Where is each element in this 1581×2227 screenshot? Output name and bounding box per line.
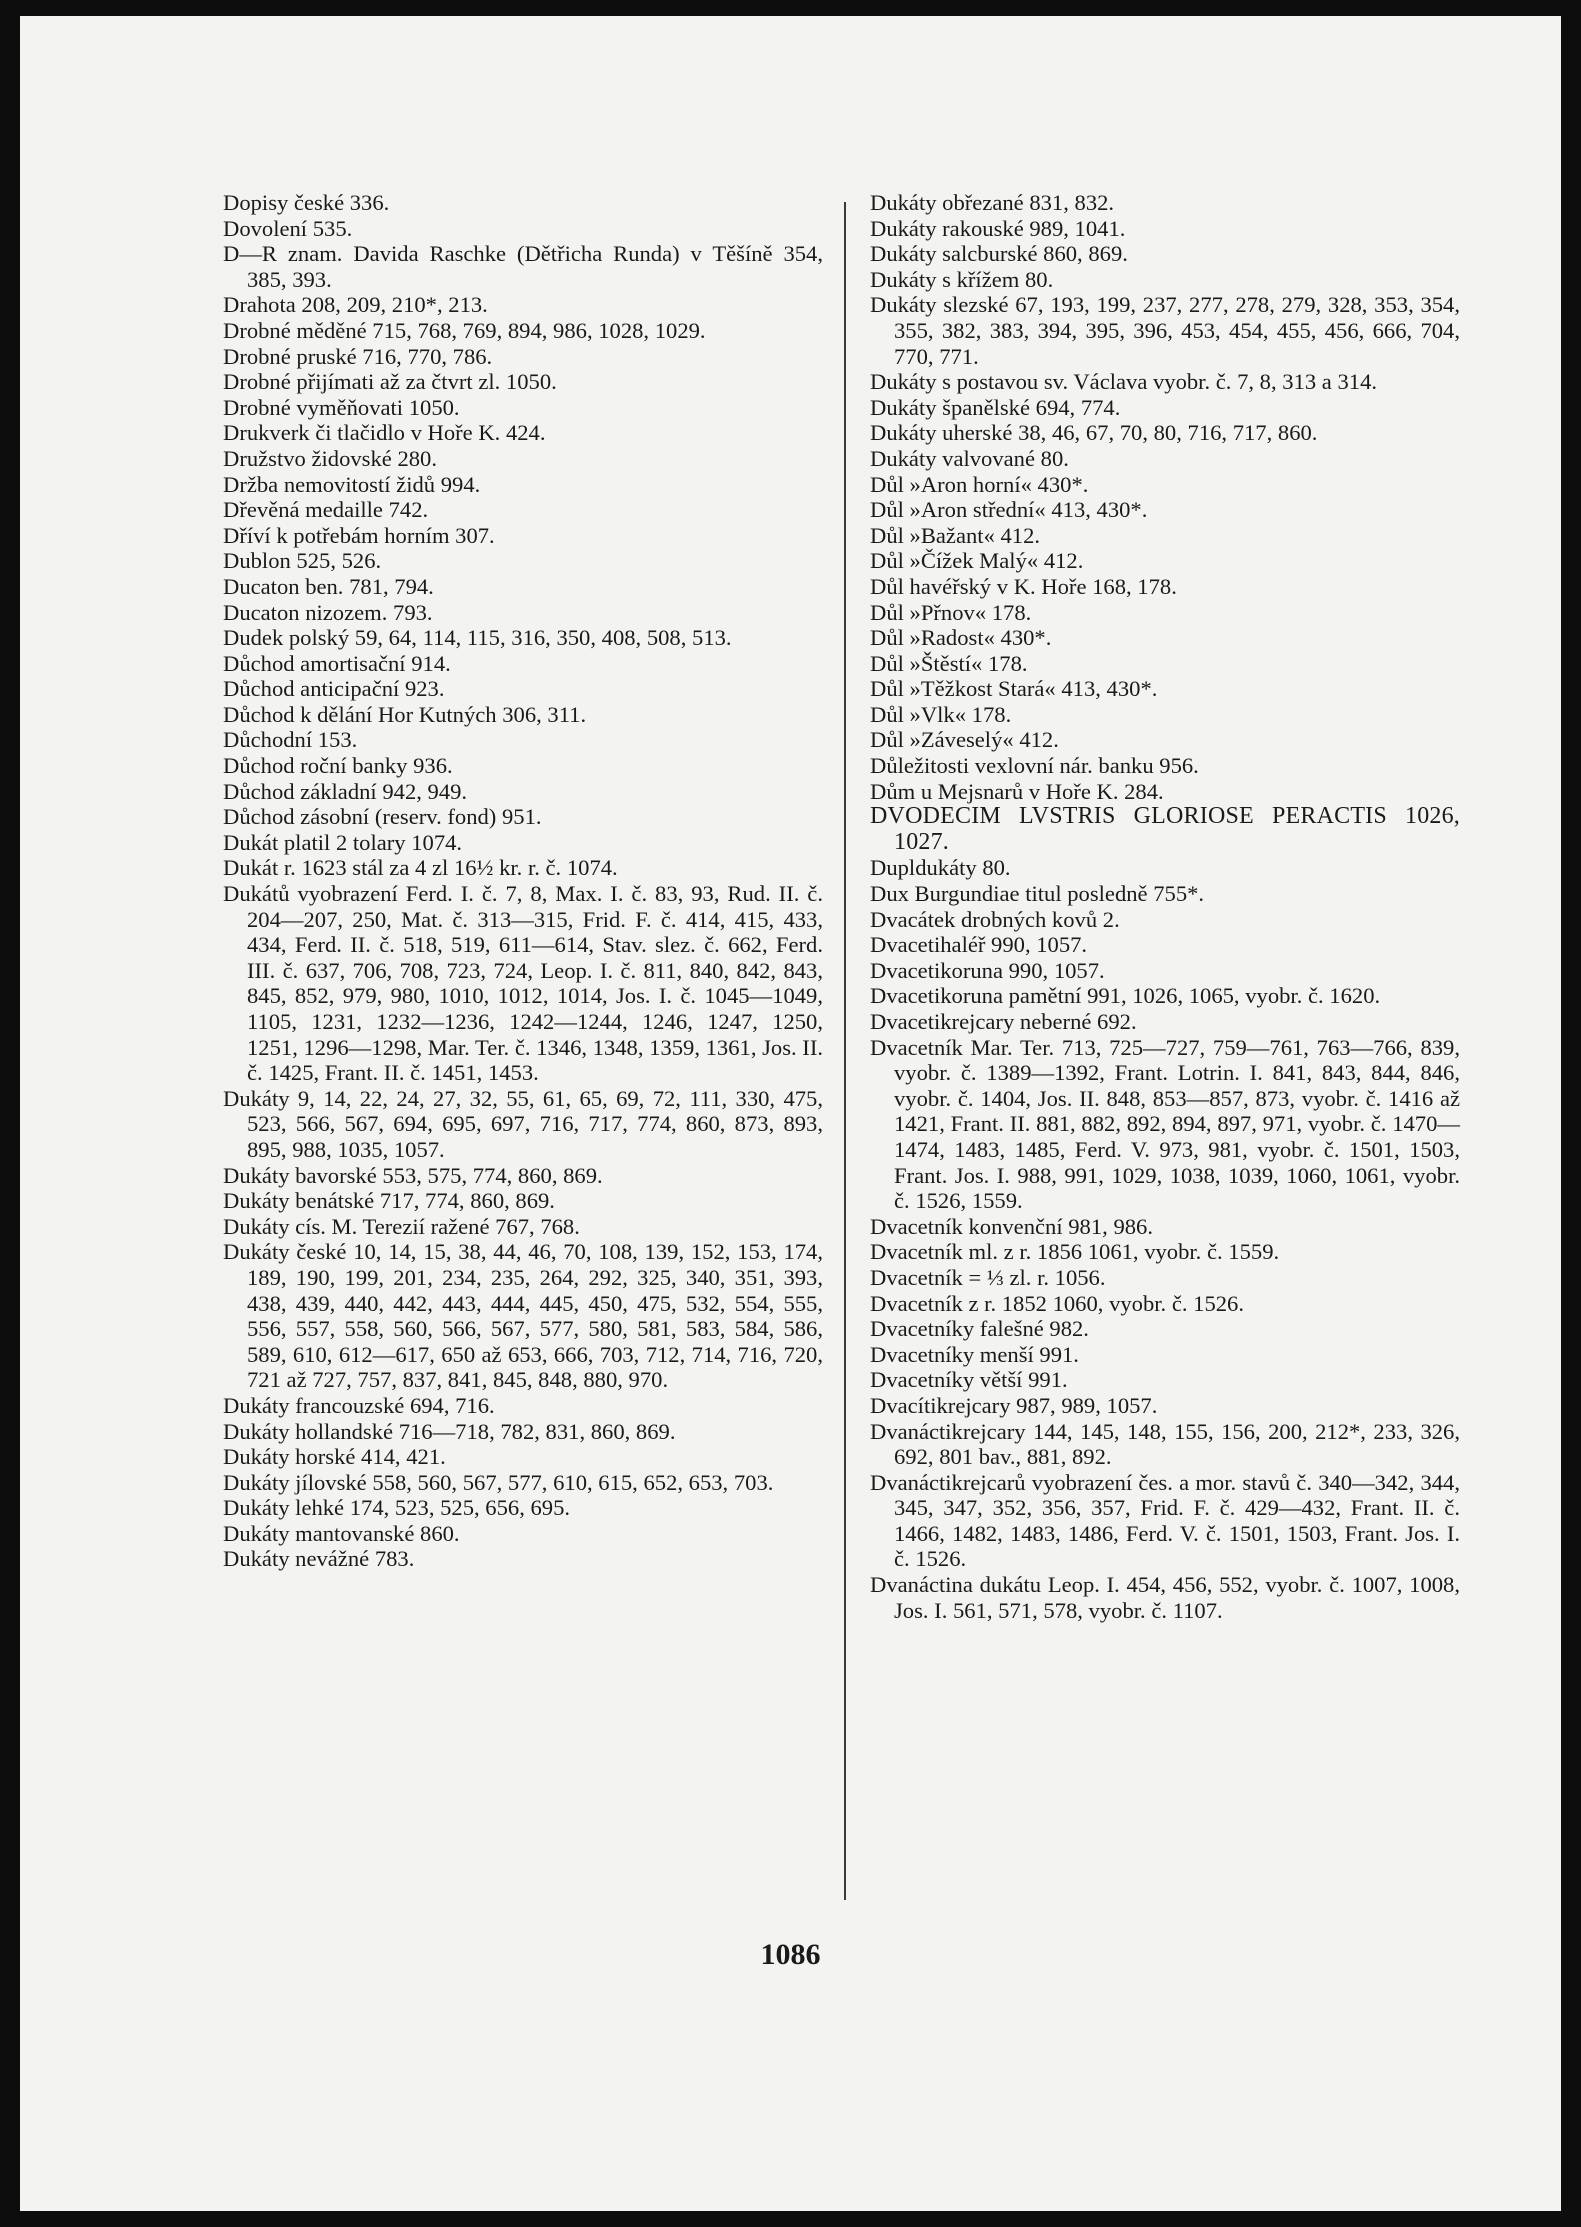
index-entry: Důl »Aron střední« 413, 430*. [870,497,1148,523]
index-entry: Dvanáctikrejcary 144, 145, 148, 155, 156, 200, 212*, 233, 326, 692, 801 bav., 881, 892. [870,1418,1460,1470]
index-entry: Dukáty španělské 694, 774. [870,394,1121,420]
index-entry: Dvacetikoruna pamětní 991, 1026, 1065, vyobr. č. 1620. [870,983,1381,1009]
index-entry: Drahota 208, 209, 210*, 213. [223,292,488,318]
index-entry: D—R znam. Davida Raschke (Dětřicha Runda) v Těšíně 354, 385, 393. [223,241,823,292]
index-entry: Dukáty slezské 67, 193, 199, 237, 277, 278, 279, 328, 353, 354, 355, 382, 383, 394, 395, 396, 453, 454, 455, 456, 666, 704, 770, 771. [870,292,1460,369]
index-entry: Dukáty mantovanské 860. [223,1520,460,1546]
index-entry: Dvacetikrejcary neberné 692. [870,1009,1137,1034]
index-entry: Důl havéřský v K. Hoře 168, 178. [870,573,1177,599]
index-entry: Dukáty rakouské 989, 1041. [870,215,1126,241]
column-divider [844,202,846,1900]
index-entry: Dům u Mejsnarů v Hoře K. 284. [870,778,1164,804]
index-entry: Dvacetník konvenční 981, 986. [870,1213,1153,1239]
index-entry: Dublon 525, 526. [223,548,382,574]
index-entry: Dukáty francouzské 694, 716. [223,1392,495,1418]
index-entry: Důl »Aron horní« 430*. [870,471,1089,497]
index-entry: Dvacetník = ⅓ zl. r. 1056. [870,1264,1106,1290]
index-entry: Důl »Radost« 430*. [870,625,1052,651]
index-entry: Dukátů vyobrazení Ferd. I. č. 7, 8, Max. I. č. 83, 93, Rud. II. č. 204—207, 250, Mat. č. 313—315, Frid. F. č. 414, 415, 433, 434, Ferd. II. č. 518, 519, 611—614, Stav. slez. č. 662, Ferd. III. č. 637, 706, 708, 723, 724, Leop. I. č. 811, 840, 842, 843, 845, 852, 979, 980, 1010, 1012, 1014, Jos. I. č. 1045—1049, 1105, 1231, 1232—1236, 1242—1244, 1246, 1247, 1250, 1251, 1296—1298, Mar. Ter. č. 1346, 1348, 1359, 1361, Jos. II. č. 1425, Frant. II. č. 1451, 1453. [223,881,823,1086]
index-entry: Dukáty obřezané 831, 832. [870,190,1115,215]
index-entry: Důchod k dělání Hor Kutných 306, 311. [223,701,587,727]
index-entry: Dukáty benátské 717, 774, 860, 869. [223,1188,555,1214]
index-entry: Důchod základní 942, 949. [223,778,468,804]
index-entry: Drobné měděné 715, 768, 769, 894, 986, 1028, 1029. [223,317,706,343]
right-index-column [870,190,1460,1623]
index-entry: DVODECIM LVSTRIS GLORIOSE PERACTIS 1026, 1027. [870,803,1460,855]
index-entry: Dvacetník z r. 1852 1060, vyobr. č. 1526. [870,1290,1244,1316]
index-entry: Důchod anticipační 923. [223,676,445,702]
index-entry: Drobné vyměňovati 1050. [223,394,460,420]
index-entry: Dukáty salcburské 860, 869. [870,241,1128,267]
index-entry: Dvacetikoruna 990, 1057. [870,957,1105,983]
index-entry: Dvacítikrejcary 987, 989, 1057. [870,1392,1158,1418]
index-entry: Dřevěná medaille 742. [223,497,429,523]
left-index-column [223,190,823,1572]
index-entry: Důchodní 153. [223,727,358,753]
index-entry: Drobné pruské 716, 770, 786. [223,343,493,369]
index-entry: Dukáty cís. M. Terezií ražené 767, 768. [223,1213,580,1239]
index-entry: Družstvo židovské 280. [223,445,437,471]
index-entry: Důchod roční banky 936. [223,753,453,779]
index-entry: Dvanáctikrejcarů vyobrazení čes. a mor. stavů č. 340—342, 344, 345, 347, 352, 356, 357, Frid. F. č. 429—432, Frant. II. č. 1466, 1482, 1483, 1486, Ferd. V. č. 1501, 1503, Frant. Jos. I. č. 1526. [870,1469,1460,1572]
index-entry: Důl »Bažant« 412. [870,522,1041,548]
index-entry: Dukáty nevážné 783. [223,1546,415,1572]
index-entry: Důl »Vlk« 178. [870,701,1012,727]
index-entry: Dříví k potřebám horním 307. [223,522,495,548]
index-entry: Dupldukáty 80. [870,855,1011,881]
index-entry: Dukáty jílovské 558, 560, 567, 577, 610, 615, 652, 653, 703. [223,1469,774,1495]
index-entry: Dukáty české 10, 14, 15, 38, 44, 46, 70, 108, 139, 152, 153, 174, 189, 190, 199, 201, 234, 235, 264, 292, 325, 340, 351, 393, 438, 439, 440, 442, 443, 444, 445, 450, 475, 532, 554, 555, 556, 557, 558, 560, 566, 567, 577, 580, 581, 583, 584, 586, 589, 610, 612—617, 650 až 653, 666, 703, 712, 714, 716, 720, 721 až 727, 757, 837, 841, 845, 848, 880, 970. [223,1239,823,1393]
index-entry: Ducaton ben. 781, 794. [223,573,434,599]
index-entry: Dukáty bavorské 553, 575, 774, 860, 869. [223,1162,603,1188]
index-entry: Důl »Těžkost Stará« 413, 430*. [870,676,1158,702]
index-entry: Dvacetník Mar. Ter. 713, 725—727, 759—761, 763—766, 839, vyobr. č. 1389—1392, Frant. Lotrin. I. 841, 843, 844, 846, vyobr. č. 1404, Jos. II. 848, 853—857, 873, vyobr. č. 1416 až 1421, Frant. II. 881, 882, 892, 894, 897, 971, vyobr. č. 1470—1474, 1483, 1485, Ferd. V. 973, 981, vyobr. č. 1501, 1503, Frant. Jos. I. 988, 991, 1029, 1038, 1039, 1060, 1061, vyobr. č. 1526, 1559. [870,1034,1460,1214]
index-entry: Důl »Záveselý« 412. [870,727,1059,753]
index-entry: Důležitosti vexlovní nár. banku 956. [870,753,1199,779]
index-entry: Dukáty horské 414, 421. [223,1444,446,1470]
index-entry: Dux Burgundiae titul posledně 755*. [870,881,1205,907]
index-entry: Dvacetníky menší 991. [870,1341,1079,1367]
index-entry: Dukáty s postavou sv. Václava vyobr. č. 7, 8, 313 a 314. [870,369,1378,395]
index-entry: Ducaton nizozem. 793. [223,599,433,625]
index-entry: Dukáty s křížem 80. [870,266,1054,292]
index-entry: Držba nemovitostí židů 994. [223,471,481,497]
index-entry: Důchod zásobní (reserv. fond) 951. [223,804,542,830]
index-entry: Dukáty 9, 14, 22, 24, 27, 32, 55, 61, 65, 69, 72, 111, 330, 475, 523, 566, 567, 694, 695, 697, 716, 717, 774, 860, 873, 893, 895, 988, 1035, 1057. [223,1085,823,1162]
index-entry: Dopisy české 336. [223,190,390,215]
index-entry: Dudek polský 59, 64, 114, 115, 316, 350, 408, 508, 513. [223,625,732,651]
index-entry: Dvacetník ml. z r. 1856 1061, vyobr. č. 1559. [870,1239,1280,1265]
index-entry: Dukát r. 1623 stál za 4 zl 16½ kr. r. č. 1074. [223,855,618,881]
index-entry: Dvacátek drobných kovů 2. [870,906,1120,932]
index-entry: Drukverk či tlačidlo v Hoře K. 424. [223,420,546,446]
index-entry: Dukát platil 2 tolary 1074. [223,829,463,855]
index-entry: Dukáty valvované 80. [870,445,1069,471]
index-entry: Důl »Přnov« 178. [870,599,1032,625]
index-entry: Dukáty hollandské 716—718, 782, 831, 860, 869. [223,1418,676,1444]
index-page [20,16,1561,2211]
index-entry: Dvacetihaléř 990, 1057. [870,932,1088,958]
index-entry: Důchod amortisační 914. [223,650,451,676]
index-entry: Dvacetníky větší 991. [870,1367,1068,1393]
index-entry: Dovolení 535. [223,215,353,241]
index-entry: Drobné přijímati až za čtvrt zl. 1050. [223,369,557,395]
index-entry: Důl »Čížek Malý« 412. [870,548,1084,574]
index-entry: Dukáty lehké 174, 523, 525, 656, 695. [223,1495,571,1521]
index-entry: Dukáty uherské 38, 46, 67, 70, 80, 716, 717, 860. [870,420,1318,446]
index-entry: Důl »Štěstí« 178. [870,650,1028,676]
page-number: 1086 [760,1938,821,1971]
index-entry: Dvanáctina dukátu Leop. I. 454, 456, 552, vyobr. č. 1007, 1008, Jos. I. 561, 571, 578, vyobr. č. 1107. [870,1572,1460,1623]
index-entry: Dvacetníky falešné 982. [870,1316,1089,1342]
